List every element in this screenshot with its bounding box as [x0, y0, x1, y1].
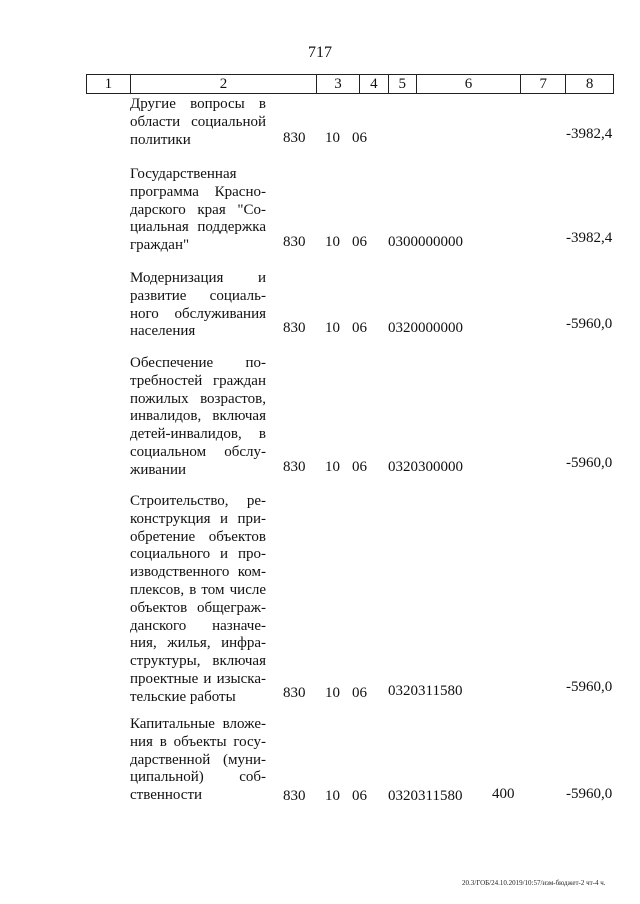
column-header-4: 4 [360, 75, 389, 93]
name-line: обретение объектов [130, 528, 266, 545]
column-header-7: 7 [521, 75, 566, 93]
name-line: данского назначе- [130, 617, 266, 634]
cell-amount: -3982,4 [566, 230, 613, 246]
name-line: Обеспечение по- [130, 355, 266, 371]
name-line: ния, жилья, инфра- [130, 635, 266, 652]
column-header-3: 3 [317, 75, 360, 93]
name-line: дарского края "Со- [130, 201, 266, 218]
cell-subsection: 06 [352, 459, 367, 475]
cell-subsection: 06 [352, 234, 367, 250]
cell-section: 10 [325, 320, 340, 336]
footer-stamp: 20.3/ГОБ/24.10.2019/10:57/изм-бюджет-2 чт-4 ч. [462, 879, 606, 887]
cell-target-article: 0300000000 [388, 234, 463, 250]
name-line: изводственного ком- [130, 564, 266, 581]
cell-section: 10 [325, 130, 340, 146]
name-line: ственности [130, 787, 203, 804]
cell-ministry-code: 830 [283, 130, 306, 146]
cell-expense-type: 400 [492, 786, 515, 802]
name-line: развитие социаль- [130, 287, 266, 304]
name-line: требностей граждан [130, 372, 266, 389]
name-line: дарственной (муни- [130, 751, 266, 768]
cell-target-article: 0320300000 [388, 459, 463, 475]
cell-subsection: 06 [352, 685, 367, 701]
name-line: политики [130, 131, 191, 148]
name-line: населения [130, 323, 196, 340]
name-line: конструкция и при- [130, 510, 266, 527]
cell-amount: -5960,0 [566, 316, 613, 332]
cell-ministry-code: 830 [283, 459, 306, 475]
page-number: 717 [308, 44, 332, 61]
column-header-6: 6 [417, 75, 522, 93]
name-line: граждан" [130, 237, 190, 254]
cell-amount: -5960,0 [566, 786, 613, 802]
name-line: ципальной) соб- [130, 769, 266, 786]
cell-target-article: 0320311580 [388, 683, 463, 699]
cell-target-article: 0320311580 [388, 788, 463, 804]
name-line: Другие вопросы в [130, 96, 266, 112]
cell-ministry-code: 830 [283, 320, 306, 336]
name-line: ного обслуживания [130, 305, 266, 322]
cell-amount: -3982,4 [566, 126, 613, 142]
cell-section: 10 [325, 788, 340, 804]
cell-section: 10 [325, 459, 340, 475]
name-line: программа Красно- [130, 183, 266, 200]
name-line: живании [130, 461, 187, 478]
column-header-2: 2 [131, 75, 317, 93]
cell-ministry-code: 830 [283, 788, 306, 804]
name-line: плексов, в том числе [130, 581, 266, 598]
row-name [130, 166, 266, 255]
name-line: ния в объекты госу- [130, 733, 266, 750]
cell-subsection: 06 [352, 320, 367, 336]
name-line: пожилых возрастов, [130, 390, 266, 407]
name-line: инвалидов, включая [130, 408, 266, 425]
row-name [130, 96, 266, 149]
cell-subsection: 06 [352, 130, 367, 146]
name-line: Капитальные вложе- [130, 716, 266, 732]
name-line: тельские работы [130, 688, 236, 705]
row-name [130, 716, 266, 805]
name-line: циальная поддержка [130, 219, 266, 236]
name-line: детей-инвалидов, в [130, 426, 266, 443]
name-line: Государственная [130, 166, 237, 182]
name-line: социальном обслу- [130, 443, 266, 460]
column-header-8: 8 [585, 76, 594, 92]
name-line: объектов общеграж- [130, 599, 266, 616]
row-name [130, 270, 266, 341]
cell-target-article: 0320000000 [388, 320, 463, 336]
name-line: проектные и изыска- [130, 670, 266, 687]
cell-section: 10 [325, 234, 340, 250]
column-header-5: 5 [389, 75, 417, 93]
cell-section: 10 [325, 685, 340, 701]
cell-subsection: 06 [352, 788, 367, 804]
row-name [130, 493, 266, 707]
column-header-1: 1 [87, 75, 131, 93]
name-line: структуры, включая [130, 653, 266, 670]
name-line: Строительство, ре- [130, 493, 266, 509]
row-name [130, 355, 266, 480]
cell-amount: -5960,0 [566, 455, 613, 471]
name-line: области социальной [130, 113, 266, 130]
cell-ministry-code: 830 [283, 234, 306, 250]
cell-amount: -5960,0 [566, 679, 613, 695]
table-header-row [86, 74, 614, 94]
name-line: социального и про- [130, 546, 266, 563]
cell-ministry-code: 830 [283, 685, 306, 701]
name-line: Модернизация и [130, 270, 266, 286]
